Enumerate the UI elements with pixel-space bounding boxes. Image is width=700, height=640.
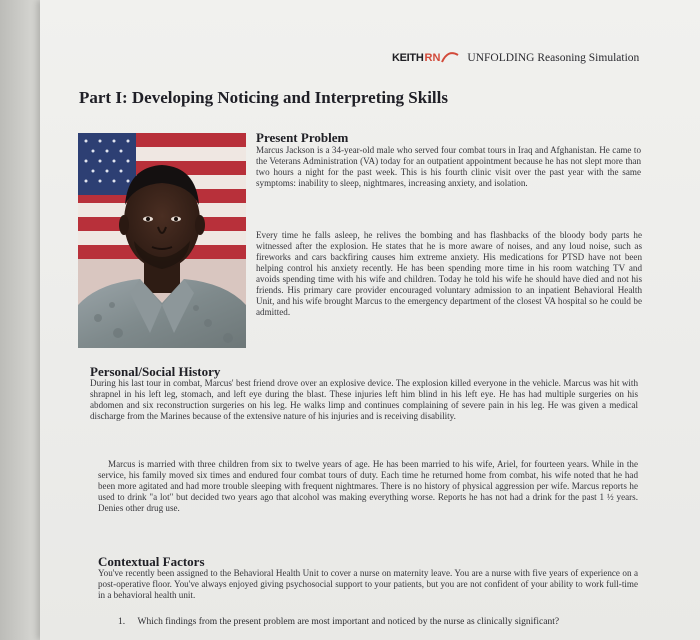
present-problem-heading: Present Problem (256, 130, 349, 145)
question-number: 1. (118, 617, 126, 627)
personal-history-paragraph-2: Marcus is married with three children from six to twelve years of age. He has been married to his wife, Ariel, for fourteen years. While in the service, his family moved six times and endured four combat tours of duty. Each time he returned home from combat, his wife noted that he had been more agitated and had more trouble sleeping with frequent nightmares. There is no history of physical aggression per wife. Marcus reports he used to drink "a lot" but decided two years ago that alcohol was making everything worse. Reports he has not had a drink for the past 1 ½ years. Denies other drug use. (98, 459, 638, 513)
contextual-factors-paragraph: You've recently been assigned to the Behavioral Health Unit to cover a nurse on maternity leave. You are a nurse with five years of experience on a post-operative floor. You've always enjoyed giving psychosocial support to your patients, but you are not confident of your ability to work full-time in a behavioral health unit. (98, 568, 638, 600)
contextual-factors-heading: Contextual Factors (98, 554, 205, 569)
question-text: Which findings from the present problem are most important and noticed by the nurse as clinically significant? (137, 617, 560, 627)
brand-swoosh-icon (441, 51, 459, 65)
present-problem-paragraph-1: Marcus Jackson is a 34-year-old male who served four combat tours in Iraq and Afghanistan. He came to the Veterans Administration (VA) today for an outpatient appointment because he has not slept more than two hours a night for the past week. This is his fourth clinic visit over the past year with the same symptoms: inability to sleep, nightmares, increasing anxiety, and isolation. (256, 145, 641, 188)
brand-logo-text: KEITH (392, 52, 424, 64)
personal-history-heading: Personal/Social History (90, 364, 221, 379)
part-title: Part I: Developing Noticing and Interpreting Skills (79, 88, 448, 107)
header-brand (392, 48, 639, 68)
brand-logo-mark: RN (424, 52, 441, 64)
present-problem-paragraph-2: Every time he falls asleep, he relives the bombing and has flashbacks of the bloody body parts he witnessed after the explosion. He states that he is more aware of noises, and any loud noise, such as fireworks and cars backfiring causes him extreme anxiety. His medications for PTSD have not been helping control his anxiety recently. He has been spending more time in his room watching TV and avoids spending time with his wife and children. Today he told his wife he should have died and not his friends. His primary care provider encouraged voluntary admission to an inpatient Behavioral Health Unit, and his wife brought Marcus to the emergency department of the closest VA hospital so he could be admitted. (256, 230, 642, 317)
header-subtitle: UNFOLDING Reasoning Simulation (467, 52, 640, 64)
patient-photo (78, 133, 246, 348)
personal-history-paragraph-1: During his last tour in combat, Marcus' best friend drove over an explosive device. The explosion killed everyone in the vehicle. Marcus was hit with shrapnel in his left leg, stomach, and left eye during the blast. These injuries left him blind in his left eye. He has had multiple surgeries on his abdomen and six reconstruction surgeries on his leg. He walks limp and continues complaining of severe pain in his leg. He was given a medical discharge from the Marines because of the extensive nature of his injuries and is receiving disability. (90, 378, 638, 421)
question-1 (118, 617, 648, 627)
